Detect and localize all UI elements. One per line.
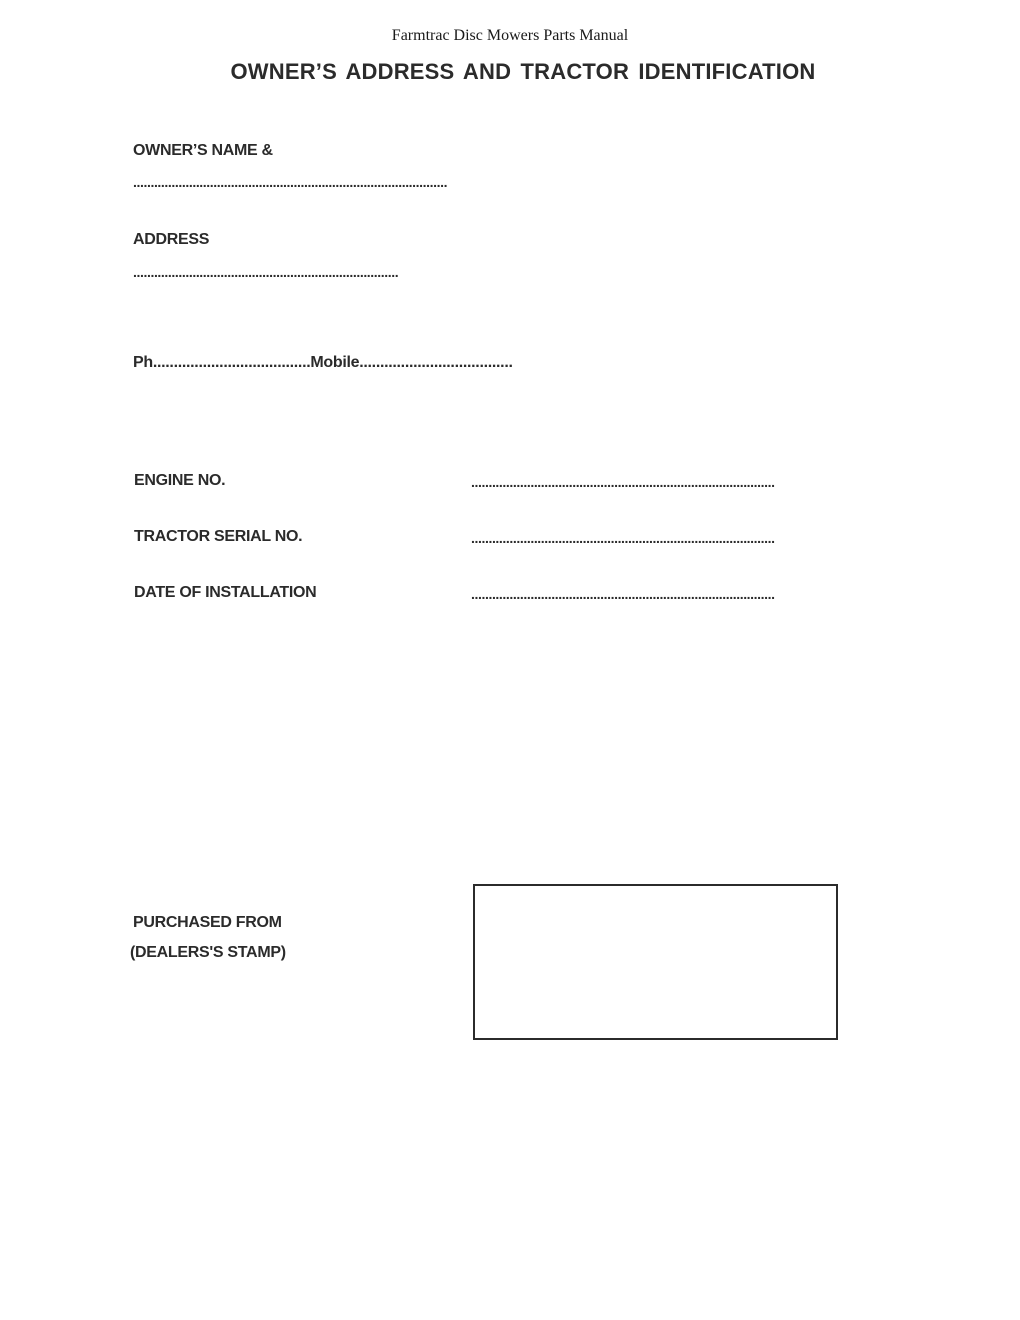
dealer-stamp-label: (DEALERS'S STAMP) — [130, 944, 286, 961]
purchased-from-label: PURCHASED FROM — [133, 914, 282, 931]
tractor-serial-blank: ....................................................................................... — [471, 530, 775, 546]
engine-no-blank: ....................................................................................... — [471, 474, 775, 490]
address-blank: ............................................................................ — [133, 264, 399, 280]
address-label: ADDRESS — [133, 231, 210, 248]
owner-name-label: OWNER’S NAME & — [133, 142, 273, 159]
phone-mobile-line: Ph......................................Mobile..................................... — [133, 354, 513, 371]
dealer-stamp-box — [473, 884, 838, 1040]
owner-name-blank: .......................................................................................... — [133, 174, 448, 190]
installation-date-label: DATE OF INSTALLATION — [134, 584, 317, 601]
tractor-serial-label: TRACTOR SERIAL NO. — [134, 528, 303, 545]
installation-date-blank: ....................................................................................... — [471, 586, 775, 602]
page-title: OWNER’S ADDRESS AND TRACTOR IDENTIFICATION — [230, 59, 816, 84]
engine-no-label: ENGINE NO. — [134, 472, 226, 489]
running-header: Farmtrac Disc Mowers Parts Manual — [391, 27, 629, 44]
